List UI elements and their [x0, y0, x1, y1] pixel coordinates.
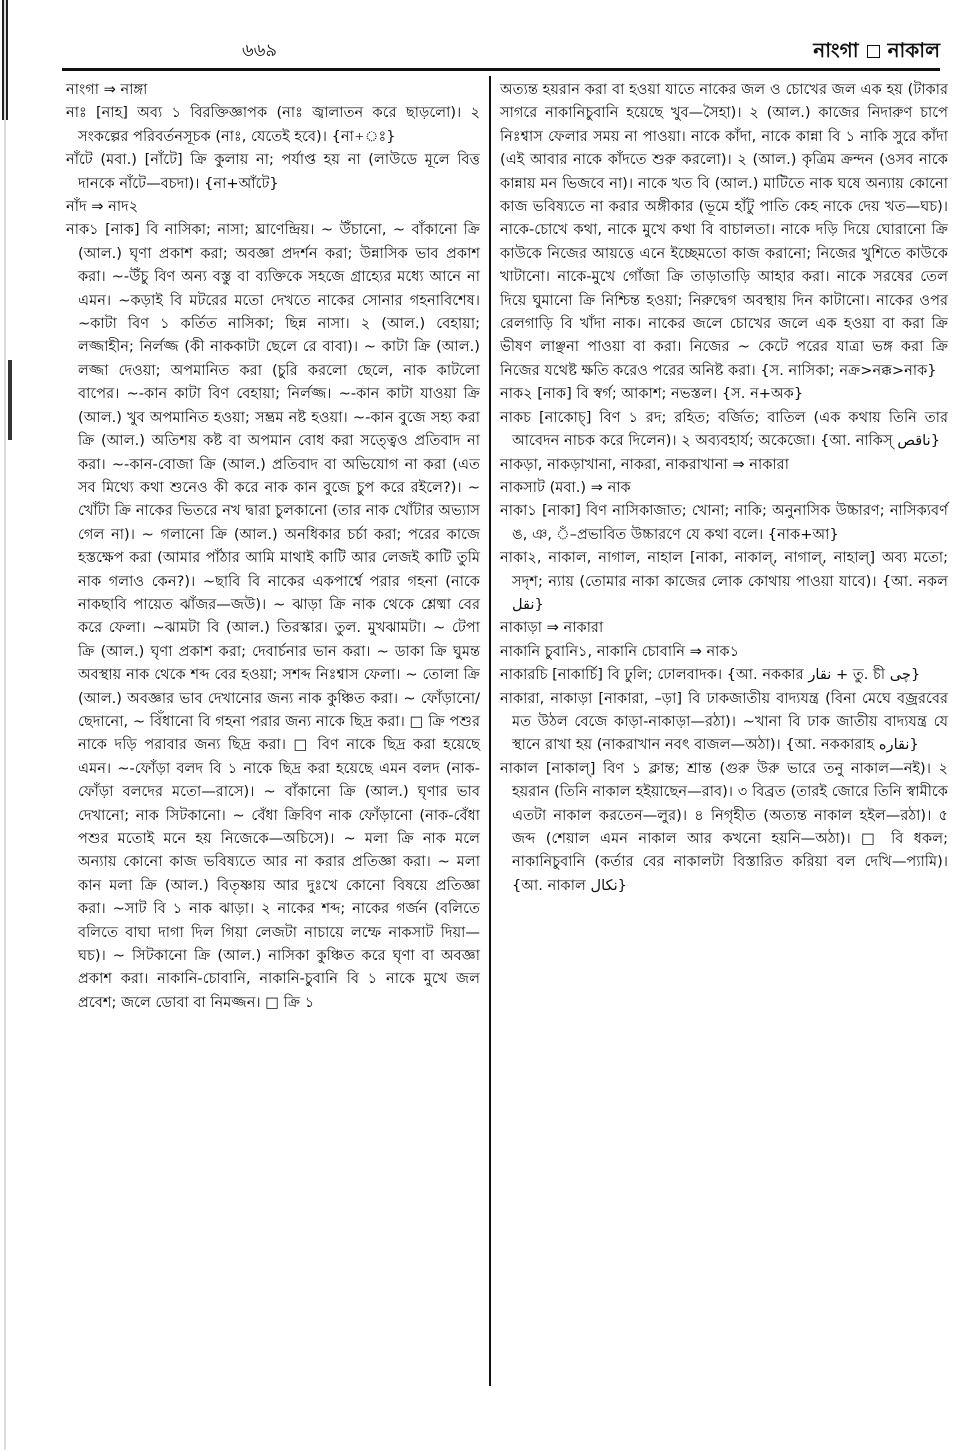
right-column: [500, 78, 948, 897]
dictionary-entry: নাকসাট (মবা.) ⇒ নাক: [500, 478, 631, 496]
guide-word-last: নাকাল: [887, 38, 940, 62]
dictionary-entry: নাকড়া, নাকড়াখানা, নাকরা, নাকরাখানা ⇒ নাকারা: [500, 455, 789, 473]
dictionary-entry: অত্যন্ত হয়রান করা বা হওয়া যাতে নাকের জল ও চোখের জল এক হয় (টাকার সাগরে নাকানিচুবানি হয়েছে খুব—সৈহা)। ২ (আল.) কাজের নিদারুণ চাপে নিঃশ্বাস ফেলার সময় না পাওয়া। নাকে কাঁদা, নাকে কান্না বি ১ নাকি সুরে কাঁদা (এই আবার নাকে কাঁদতে শুরু করলো)। ২ (আল.) কৃত্রিম ক্রন্দন (ওসব নাকে কান্নায় মন ভিজবে না)। নাকে খত বি (আল.) মাটিতে নাক ঘষে অন্যায় কোনো কাজ ভবিষ্যতে না করার অঙ্গীকার (ভূমে হাঁটু পাতি কেহ নাকে দেয় খত—ঘচ)। নাকে-চোখে কথা, নাকে মুখে কথা বি বাচালতা। নাকে দড়ি দিয়ে ঘোরানো ক্রি কাউকে নিজের আয়ত্তে এনে ইচ্ছেমতো কাজ করানো; নিজের খুশিতে কাউকে খাটানো। নাকে-মুখে গোঁজা ক্রি তাড়াতাড়ি আহার করা। নাকে সরষের তেল দিয়ে ঘুমানো ক্রি নিশ্চিন্ত হওয়া; নিরুদ্বেগ অবস্থায় দিন কাটানো। নাকের ওপর রেলগাড়ি বি খাঁদা নাক। নাকের জলে চোখের জলে এক হওয়া বা করা ক্রি ভীষণ লাঞ্ছনা পাওয়া বা করা। নিজের ~ কেটে পরের যাত্রা ভঙ্গ করা ক্রি নিজের যথেষ্ট ক্ষতি করেও পরের অনিষ্ট করা। {স. নাসিকা; নক্র>নক্ক>নাক}: [500, 81, 948, 379]
dictionary-entry: নাকারা, নাকাড়া [নাকারা, –ড়া] বি ঢাকজাতীয় বাদ্যযন্ত্র (বিনা মেঘে বজ্ররবের মত উঠল বেজে কাড়া-নাকাড়া—রঠা)। ~খানা বি ঢাক জাতীয় বাদ্যযন্ত্র যে স্থানে রাখা হয় (নাকরাখান নবৎ বাজল—অঠা)। {আ. নককারাহ نقاره}: [500, 689, 948, 754]
dictionary-entry: নাকচ [নাকোচ্] বিণ ১ রদ; রহিত; বর্জিত; বাতিল (এক কথায় তিনি তার আবেদন নাচক করে দিলেন)। ২ অব্যবহার্য; অকেজো। {আ. নাকিস্ ناقص}: [500, 408, 948, 450]
dictionary-entry: নাংগা ⇒ নাঙ্গা: [66, 81, 148, 98]
separator-box-icon: [867, 45, 880, 58]
page-number: ৬৬৯: [242, 40, 278, 61]
book-binding-edge: [0, 0, 18, 1450]
dictionary-entry: নাক১ [নাক] বি নাসিকা; নাসা; ঘ্রাণেন্দ্রিয়। ~ উঁচানো, ~ বাঁকানো ক্রি (আল.) ঘৃণা প্রকাশ করা; অবজ্ঞা প্রদর্শন করা; উন্নাসিক ভাব প্রকাশ করা। ~-উঁচু বিণ অন্য বস্তু বা ব্যক্তিকে সহজে গ্রাহ্যের মধ্যে আনে না এমন। ~কড়াই বি মটরের মতো দেখতে নাকের সোনার গহনাবিশেষ। ~কাটা বিণ ১ কর্তিত নাসিকা; ছিন্ন নাসা। ২ (আল.) বেহায়া; লজ্জাহীন; নির্লজ্জ (কী নাককাটা ছেলে রে বাবা)। ~ কাটা ক্রি (আল.) লজ্জা দেওয়া; অপমানিত করা (চুরি করলো ছেলে, নাক কাটলো বাপের। ~-কান কাটা বিণ বেহায়া; নির্লজ্জ। ~-কান কাটা যাওয়া ক্রি (আল.) খুব অপমানিত হওয়া; সম্ভ্রম নষ্ট হওয়া। ~-কান বুজে সহ্য করা ক্রি (আল.) অতিশয় কষ্ট বা অপমান বোধ করা সত্ত্বেও প্রতিবাদ না করা। ~-কান-বোজা ক্রি (আল.) প্রতিবাদ বা অভিযোগ না করা (এত সব মিথ্যে কথা শুনেও কী করে নাক কান বুজে চুপ করে রইলে?)। ~ খোঁটা ক্রি নাকের ভিতরে নখ দ্বারা চুলকানো (তার নাক খোঁটার অভ্যাস গেল না)। ~ গলানো ক্রি (আল.) অনধিকার চর্চা করা; পরের কাজে হস্তক্ষেপ করা (আমার পাঁঠার আমি মাথাই কাটি আর লেজই কাটি তুমি নাক গলাও কেন?)। ~ছাবি বি নাকের একপার্শ্বে পরার গহনা (নাকে নাকছাবি পায়েত ঝাঁজর—জউ)। ~ ঝাড়া ক্রি নাক থেকে শ্লেষ্মা বের করে ফেলা। ~ঝামটা বি (আল.) তিরস্কার। তুল. মুখঝামটা। ~ টেপা ক্রি (আল.) ঘৃণা প্রকাশ করা; দেবার্চনার ভান করা। ~ ডাকা ক্রি ঘুমন্ত অবস্থায় নাক থেকে শব্দ বের হওয়া; সশব্দ নিঃশ্বাস ফেলা। ~ তোলা ক্রি (আল.) অবজ্ঞার ভাব দেখানোর জন্য নাক কুঞ্চিত করা। ~ ফোঁড়ানো/ছেদানো, ~ বিঁধানো বি গহনা পরার জন্য নাকে ছিদ্র করা। □ ক্রি পশুর নাকে দড়ি পরাবার জন্য ছিদ্র করা। □ বিণ নাকে ছিদ্র করা হয়েছে এমন। ~-ফোঁড়া বলদ বি ১ নাকে ছিদ্র করা হয়েছে এমন বলদ (নাক-ফোঁড়া বলদের মতো—রাসে)। ~ বাঁকানো ক্রি (আল.) ঘৃণার ভাব দেখানো; নাক সিটকানো। ~ বেঁধা ক্রিবিণ নাক ফোঁড়ানো (নাক-বেঁধা পশুর মতোই মনে হয় নিজেকে—অচিসে)। ~ মলা ক্রি নাক মলে অন্যায় কোনো কাজ ভবিষ্যতে আর না করার প্রতিজ্ঞা করা। ~ মলা কান মলা ক্রি (আল.) বিতৃষ্ণায় আর দুঃখে কোনো বিষয়ে প্রতিজ্ঞা করা। ~সাট বি ১ নাক ঝাড়া। ২ নাকের শব্দ; নাকের গর্জন (বলিতে বলিতে বাঘা দাগা দিল গিয়া লেজটা নাচায়ে লম্ফে নাকসাট দিয়া—ঘচ)। ~ সিটকানো ক্রি (আল.) নাসিকা কুঞ্চিত করে ঘৃণা বা অবজ্ঞা প্রকাশ করা। নাকানি-চোবানি, নাকানি-চুবানি বি ১ নাকে মুখে জল প্রবেশ; জলে ডোবা বা নিমজ্জন। □ ক্রি ১: [66, 221, 480, 1011]
dictionary-entry: নাঃ [নাহ] অব্য ১ বিরক্তিজ্ঞাপক (নাঃ জ্বালাতন করে ছাড়লো)। ২ সংকল্পের পরিবর্তনসূচক (নাঃ, যেতেই হবে)। {না+ঃ}: [66, 104, 480, 145]
dictionary-entry: নাকাল [নাকাল্] বিণ ১ ক্লান্ত; শ্রান্ত (গুরু উরু ভারে তনু নাকাল—নই)। ২ হয়রান (তিনি নাকাল হইয়াছেন—রাব)। ৩ বিব্রত (তারই জোরে তিনি স্বামীকে এতটা নাকাল করতেন—লুর)। ৪ নিগৃহীত (অত্যন্ত নাকাল হইল—রঠা)। ৫ জব্দ (শেয়াল এমন নাকাল আর কখনো হয়নি—অঠা)। □ বি ধকল; নাকানিচুবানি (কর্তার বের নাকালটা বিস্তারিত করিয়া বল দেখি—প্যামি)। {আ. নাকাল نكال}: [500, 759, 948, 894]
header-rule: [62, 68, 940, 71]
dictionary-entry: নাকারচি [নাকার্চি] বি ঢুলি; ঢোলবাদক। {আ. নককার نقار + তু. চী چی}: [500, 666, 921, 684]
dictionary-entry: নাকা১ [নাকা] বিণ নাসিকাজাত; খোনা; নাকি; অনুনাসিক উচ্চারণ; নাসিক্যবর্ণ ঙ, ঞ, ঁ–প্রভাবিত উচ্চারণে যে কথা বলে। {নাক+আ}: [500, 502, 948, 543]
dictionary-entry: নাঁদ ⇒ নাদ২: [66, 198, 139, 216]
guide-words: [813, 36, 940, 69]
dictionary-entry: নাকানি চুবানি১, নাকানি চোবানি ⇒ নাক১: [500, 642, 740, 660]
binding-mark: [8, 360, 12, 440]
guide-word-first: নাংগা: [813, 38, 859, 62]
dictionary-entry: নাঁটে (মবা.) [নাঁটে] ক্রি কুলায় না; পর্যাপ্ত হয় না (লাউডে মূলে বিত্ত দানকে নাঁটে—বচদা)। {না+আঁটে}: [66, 151, 480, 192]
dictionary-entry: নাকা২, নাকাল, নাগাল, নাহাল [নাকা, নাকাল্, নাগাল্, নাহাল্] অব্য মতো; সদৃশ; ন্যায় (তোমার নাকা কাজের লোক কোথায় পাওয়া যাবে)। {আ. নকল نقل}: [500, 549, 948, 613]
dictionary-entry: নাক২ [নাক] বি স্বর্গ; আকাশ; নভস্তল। {স. ন+অক}: [500, 385, 804, 403]
binding-line: [4, 0, 6, 1450]
page-header: [60, 36, 940, 66]
left-column: [66, 78, 480, 1014]
dictionary-entry: নাকাড়া ⇒ নাকারা: [500, 619, 604, 637]
column-divider: [489, 76, 491, 1386]
